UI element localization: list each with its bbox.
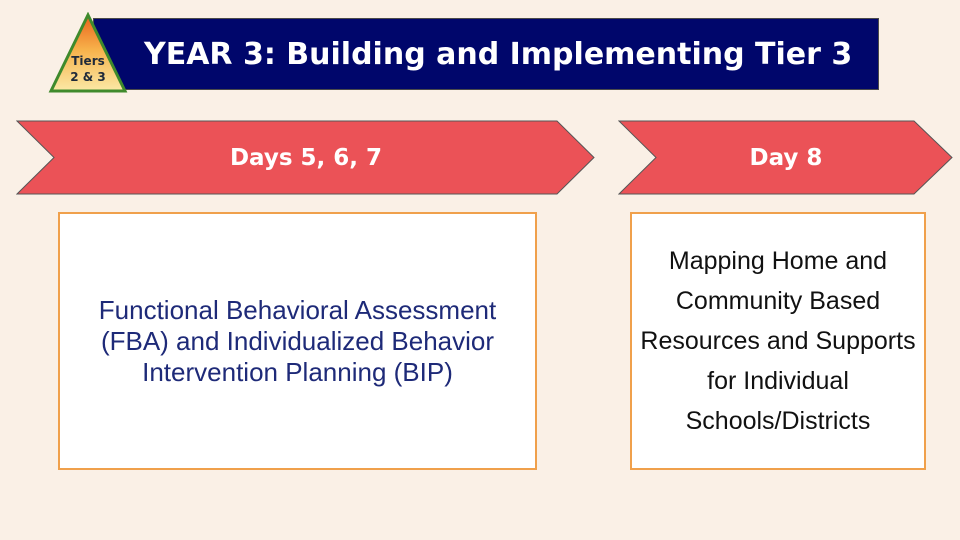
chevron-day-8 [618, 120, 954, 195]
content-text: Functional Behavioral Assessment (FBA) and Individualized Behavior Intervention Planning (BIP) [98, 294, 497, 387]
chevron-label: Days 5, 6, 7 [229, 144, 383, 171]
badge-line-1: Tiers [71, 54, 105, 68]
chevron-days-5-6-7 [16, 120, 596, 195]
chevron-label: Day 8 [749, 144, 823, 171]
badge-line-2: 2 & 3 [70, 70, 106, 84]
title-bar [93, 18, 879, 90]
page-title: YEAR 3: Building and Implementing Tier 3 [144, 36, 853, 72]
content-box-fba-bip [58, 212, 537, 470]
content-text: Mapping Home and Community Based Resources and Supports for Individual Schools/Districts [640, 247, 916, 435]
content-box-mapping [630, 212, 926, 470]
tier-badge [48, 12, 128, 94]
